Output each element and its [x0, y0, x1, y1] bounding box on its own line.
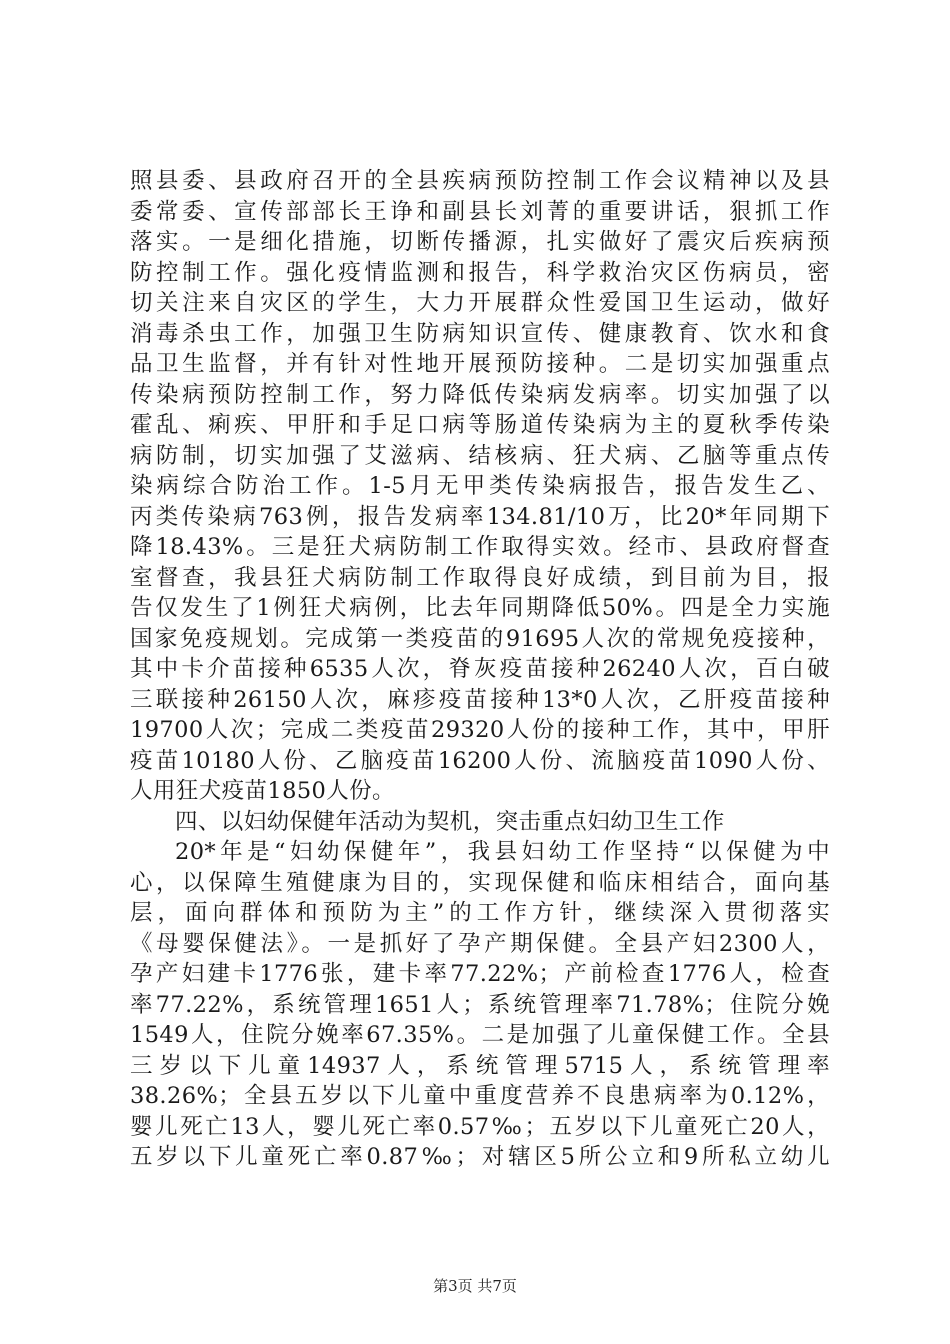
text-line: 防控制工作。强化疫情监测和报告，科学救治灾区伤病员，密 [130, 259, 830, 286]
section-heading: 四、以妇幼保健年活动为契机，突击重点妇幼卫生工作 [175, 808, 725, 835]
text-line: 传染病预防控制工作，努力降低传染病发病率。切实加强了以 [130, 381, 830, 408]
text-line: 染病综合防治工作。1-5月无甲类传染病报告，报告发生乙、 [130, 473, 830, 499]
text-line: 人用狂犬疫苗1850人份。 [130, 778, 395, 804]
text-line: 照县委、县政府召开的全县疾病预防控制工作会议精神以及县 [130, 168, 830, 194]
paragraph-2 [130, 837, 830, 1173]
text-line: 其中卡介苗接种6535人次，脊灰疫苗接种26240人次，百白破 [130, 656, 830, 682]
text-line: 病防制，切实加强了艾滋病、结核病、狂犬病、乙脑等重点传 [130, 442, 830, 469]
text-line: 孕产妇建卡1776张，建卡率77.22%；产前检查1776人，检查 [130, 961, 830, 987]
text-line: 霍乱、痢疾、甲肝和手足口病等肠道传染病为主的夏秋季传染 [130, 412, 830, 438]
text-line: 五岁以下儿童死亡率0.87‰；对辖区5所公立和9所私立幼儿 [130, 1144, 830, 1170]
text-line: 国家免疫规划。完成第一类疫苗的91695人次的常规免疫接种， [130, 625, 830, 652]
text-line: 1549人，住院分娩率67.35%。二是加强了儿童保健工作。全县 [130, 1022, 830, 1048]
text-line: 19700人次；完成二类疫苗29320人份的接种工作，其中，甲肝 [130, 717, 830, 743]
text-line: 疫苗10180人份、乙脑疫苗16200人份、流脑疫苗1090人份、 [130, 747, 830, 774]
body-text [130, 166, 830, 1173]
text-line: 三岁以下儿童14937人，系统管理5715人，系统管理率 [130, 1052, 830, 1079]
text-line: 委常委、宣传部部长王诤和副县长刘菁的重要讲话，狠抓工作 [130, 198, 830, 225]
text-line: 品卫生监督，并有针对性地开展预防接种。二是切实加强重点 [130, 351, 830, 377]
text-line: 告仅发生了1例狂犬病例，比去年同期降低50%。四是全力实施 [130, 595, 830, 621]
text-line: 三联接种26150人次，麻疹疫苗接种13*0人次，乙肝疫苗接种 [130, 686, 830, 713]
text-line: 率77.22%，系统管理1651人；系统管理率71.78%；住院分娩 [130, 991, 830, 1018]
text-line: 消毒杀虫工作，加强卫生防病知识宣传、健康教育、饮水和食 [130, 320, 830, 347]
page-footer: 第3页 共7页 [433, 1277, 517, 1295]
text-line: 层，面向群体和预防为主”的工作方针，继续深入贯彻落实 [130, 900, 830, 926]
text-line: 心，以保障生殖健康为目的，实现保健和临床相结合，面向基 [130, 869, 830, 896]
text-line: 室督查，我县狂犬病防制工作取得良好成绩，到目前为目，报 [130, 564, 830, 591]
text-line: 落实。一是细化措施，切断传播源，扎实做好了震灾后疾病预 [130, 229, 830, 255]
text-line: 婴儿死亡13人，婴儿死亡率0.57‰；五岁以下儿童死亡20人， [130, 1113, 830, 1140]
text-line: 20*年是“妇幼保健年”，我县妇幼工作坚持“以保健为中 [175, 839, 830, 865]
text-line: 《母婴保健法》。一是抓好了孕产期保健。全县产妇2300人， [130, 930, 830, 957]
text-line: 切关注来自灾区的学生，大力开展群众性爱国卫生运动，做好 [130, 290, 830, 316]
text-line: 38.26%；全县五岁以下儿童中重度营养不良患病率为0.12%， [130, 1083, 830, 1109]
paragraph-1 [130, 166, 830, 807]
text-line: 丙类传染病763例，报告发病率134.81/10万，比20*年同期下 [130, 503, 830, 530]
text-line: 降18.43%。三是狂犬病防制工作取得实效。经市、县政府督查 [130, 534, 830, 560]
